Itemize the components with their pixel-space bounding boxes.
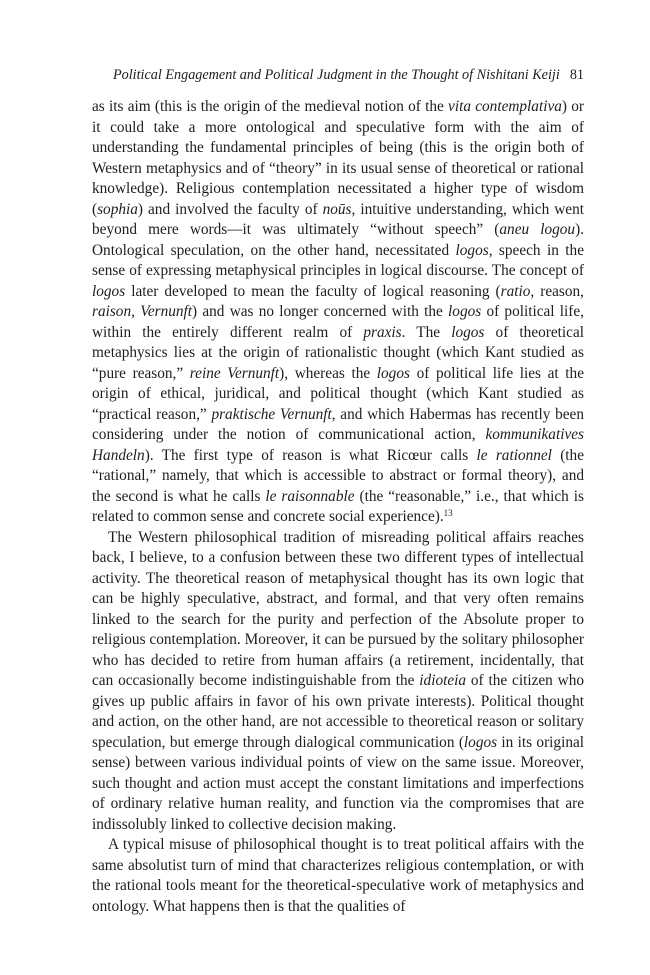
text-run: The Western philosophical tradition of misreading political affairs reaches back, I believe, to a confusion between these two different types of intellectual activity. The theoretical reason of metaphysical thought has its own logic that can be highly speculative, abstract, and formal, and that very often remains linked to the search for the purity and perfection of the Absolute proper to religious contemplation. Moreover, it can be pursued by the solitary philosopher who has decided to retire from human affairs (a retirement, incidentally, that can occasionally become indistinguishable from the (92, 528, 584, 689)
italic-term: le rationnel (476, 446, 552, 464)
text-run: of theoretical metaphysics lies at the origin of rationalistic thought (which Kant studied as “pure reason,” (92, 323, 584, 382)
text-run: ) or it could take a more ontological and speculative form with the aim of understanding the fundamental principles of being (this is the origin both of Western metaphysics and of “theory” in its usual sense of theoretical or rational knowledge). Religious contemplation necessitated a higher type of wisdom ( (92, 98, 584, 218)
text-run: , speech in the sense of expressing metaphysical principles in logical discourse. The concept of (92, 241, 584, 279)
italic-term: vita contemplativa (448, 98, 562, 115)
italic-term: logos (448, 303, 482, 320)
italic-term: aneu logou (499, 221, 576, 238)
text-run: ) and was no longer concerned with the (192, 303, 449, 320)
text-run: later developed to mean the faculty of logical reasoning ( (125, 282, 501, 300)
text-run: A typical misuse of philosophical thought is to treat political affairs with the same absolutist turn of mind that characterizes religious contemplation, or with the rational tools meant for the theoretical-speculative work of metaphysics and ontology. What happens then is that the qualities of (92, 836, 584, 915)
italic-term: logos (92, 282, 126, 300)
italic-term: sophia (97, 200, 138, 218)
text-run: , (131, 303, 141, 320)
text-run: of political life lies at the origin of ethical, juridical, and political thought (which Kant studied as “practical reason,” (92, 364, 584, 423)
text-run: ) and involved the faculty of (137, 200, 323, 218)
italic-term: praxis (363, 323, 402, 341)
text-run: (the “rational,” namely, that which is accessible to abstract or formal theory), and the second is what he calls (92, 446, 584, 505)
text-run: ). Ontological speculation, on the other hand, necessitated (92, 221, 584, 259)
paragraph (92, 835, 584, 917)
italic-term: kommunikatives Handeln (92, 426, 584, 464)
italic-term: le raisonnable (265, 487, 355, 505)
running-title: Political Engagement and Political Judgment in the Thought of Nishitani Keiji (112, 67, 560, 83)
footnote-ref: 13 (443, 508, 453, 518)
italic-term: reine Vernunft (189, 364, 280, 382)
book-page (92, 0, 584, 975)
text-run: , intuitive understanding, which went beyond mere words—it was ultimately “without speech” ( (92, 200, 584, 238)
italic-term: logos (376, 364, 410, 382)
text-run: , and which Habermas has recently been considering under the notion of communicational action, (92, 405, 584, 443)
italic-term: praktische Vernunft (211, 405, 332, 423)
running-header (92, 66, 584, 84)
italic-term: logos (455, 241, 489, 259)
text-run: , reason, (530, 282, 584, 300)
text-run: in its original sense) between various individual points of view on the same issue. Moreover, such thought and action must accept the constant limitations and imperfections of ordinary relative human reality, and function via the compromises that are indissolubly linked to collective decision making. (92, 733, 585, 833)
text-run: . The (401, 323, 452, 341)
italic-term: noūs (322, 200, 352, 218)
text-run: ), whereas the (279, 364, 377, 382)
text-run: of political life, within the entirely different realm of (92, 303, 585, 341)
italic-term: idioteia (419, 672, 467, 689)
paragraph (92, 528, 584, 836)
paragraph (92, 97, 584, 528)
page-number: 81 (569, 67, 584, 83)
text-run: ). The first type of reason is what Ricœur calls (144, 446, 477, 464)
text-run: of the citizen who gives up public affairs in favor of his own private interests). Political thought and action, on the other hand, are not accessible to theoretical reason or solitary speculation, but emerge through dialogical communication ( (92, 672, 584, 751)
text-run: (the “reasonable,” i.e., that which is related to common sense and concrete social experience). (92, 487, 584, 525)
italic-term: logos (463, 733, 498, 751)
italic-term: ratio (500, 282, 531, 300)
italic-term: logos (451, 323, 485, 341)
italic-term: Vernunft (140, 303, 193, 320)
body-text (92, 97, 584, 917)
text-run: as its aim (this is the origin of the medieval notion of the (92, 98, 449, 115)
italic-term: raison (92, 303, 132, 320)
